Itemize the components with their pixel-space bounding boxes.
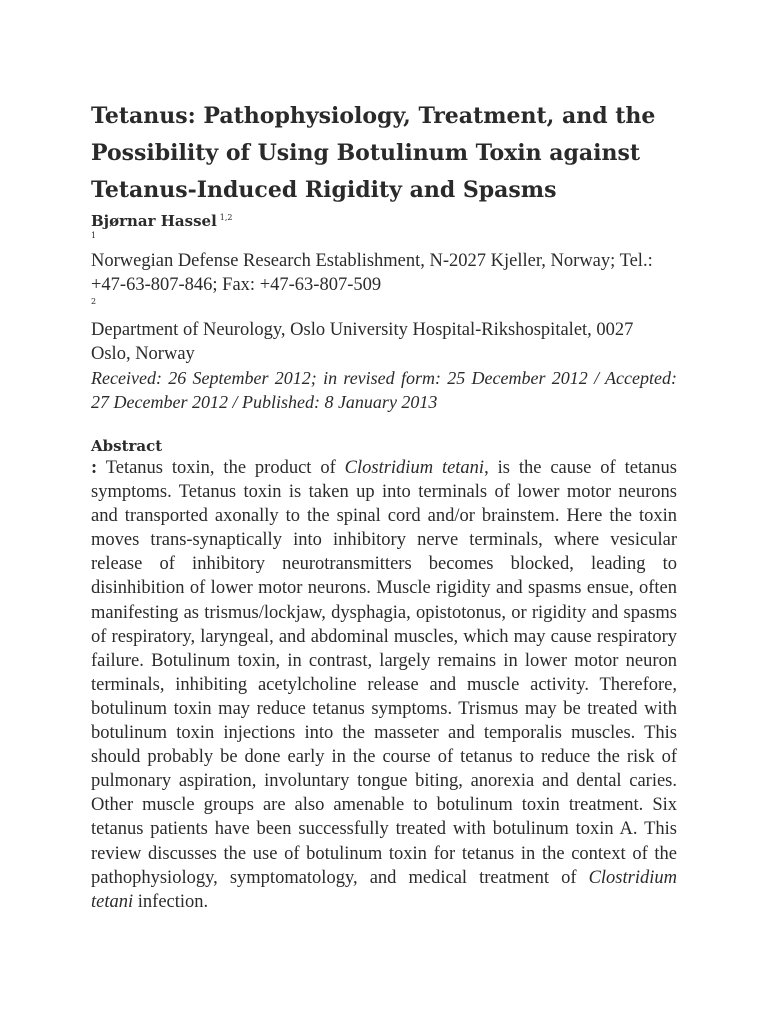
affiliation-marker-1: 1 — [91, 231, 97, 240]
paper-title — [91, 98, 677, 209]
publication-dates: Received: 26 September 2012; in revised form: 25 December 2012 / Accepted: 27 December 2012 / Published: 8 January 2013 — [91, 368, 677, 412]
title-line: Tetanus: Pathophysiology, Treatment, and the — [91, 103, 656, 129]
author-line — [91, 211, 677, 231]
title-line: Tetanus-Induced Rigidity and Spasms — [91, 177, 557, 203]
abstract-text: , is the cause of tetanus symptoms. Tetanus toxin is taken up into terminals of lower motor neurons and transported axonally to the spinal cord and/or brainstem. Here the toxin moves trans-synaptically into inhibitory nerve terminals, where vesicular release of inhibitory neurotransmitters becomes blocked, leading to disinhibition of lower motor neurons. Muscle rigidity and spasms ensue, often manifesting as trismus/lockjaw, dysphagia, opistotonus, or rigidity and spasms of respiratory, laryngeal, and abdominal muscles, which may cause respiratory failure. Botulinum toxin, in contrast, largely remains in lower motor neuron terminals, inhibiting acetylcholine release and muscle activity. Therefore, botulinum toxin may reduce tetanus symptoms. Trismus may be treated with botulinum toxin injections into the masseter and temporalis muscles. This should probably be done early in the course of tetanus to reduce the risk of pulmonary aspiration, involuntary tongue biting, anorexia and dental caries. Other muscle groups are also amenable to botulinum toxin treatment. Six tetanus patients have been successfully treated with botulinum toxin A. This review discusses the use of botulinum toxin for tetanus in the context of the pathophysiology, symptomatology, and medical treatment of — [91, 458, 677, 888]
author-name: Bjørnar Hassel — [91, 212, 217, 230]
author-affiliation-refs: 1,2 — [219, 213, 233, 222]
title-line: Possibility of Using Botulinum Toxin against — [91, 140, 641, 166]
species-name: Clostridium tetani — [91, 867, 677, 912]
abstract-heading: Abstract — [91, 437, 163, 455]
species-name: Clostridium tetani — [344, 458, 485, 478]
affiliation-2: Department of Neurology, Oslo University Hospital-Rikshospitalet, 0027 Oslo, Norway — [91, 320, 634, 364]
affiliation-1: Norwegian Defense Research Establishment, N-2027 Kjeller, Norway; Tel.: +47-63-807-846; Fax: +47-63-807-509 — [91, 251, 653, 295]
abstract-text: Tetanus toxin, the product of — [97, 458, 345, 478]
abstract-body — [91, 456, 677, 914]
affiliation-marker-2: 2 — [91, 297, 97, 306]
paper-page — [91, 98, 677, 914]
abstract-lead-colon: : — [91, 458, 98, 478]
abstract-text: infection. — [133, 891, 209, 912]
